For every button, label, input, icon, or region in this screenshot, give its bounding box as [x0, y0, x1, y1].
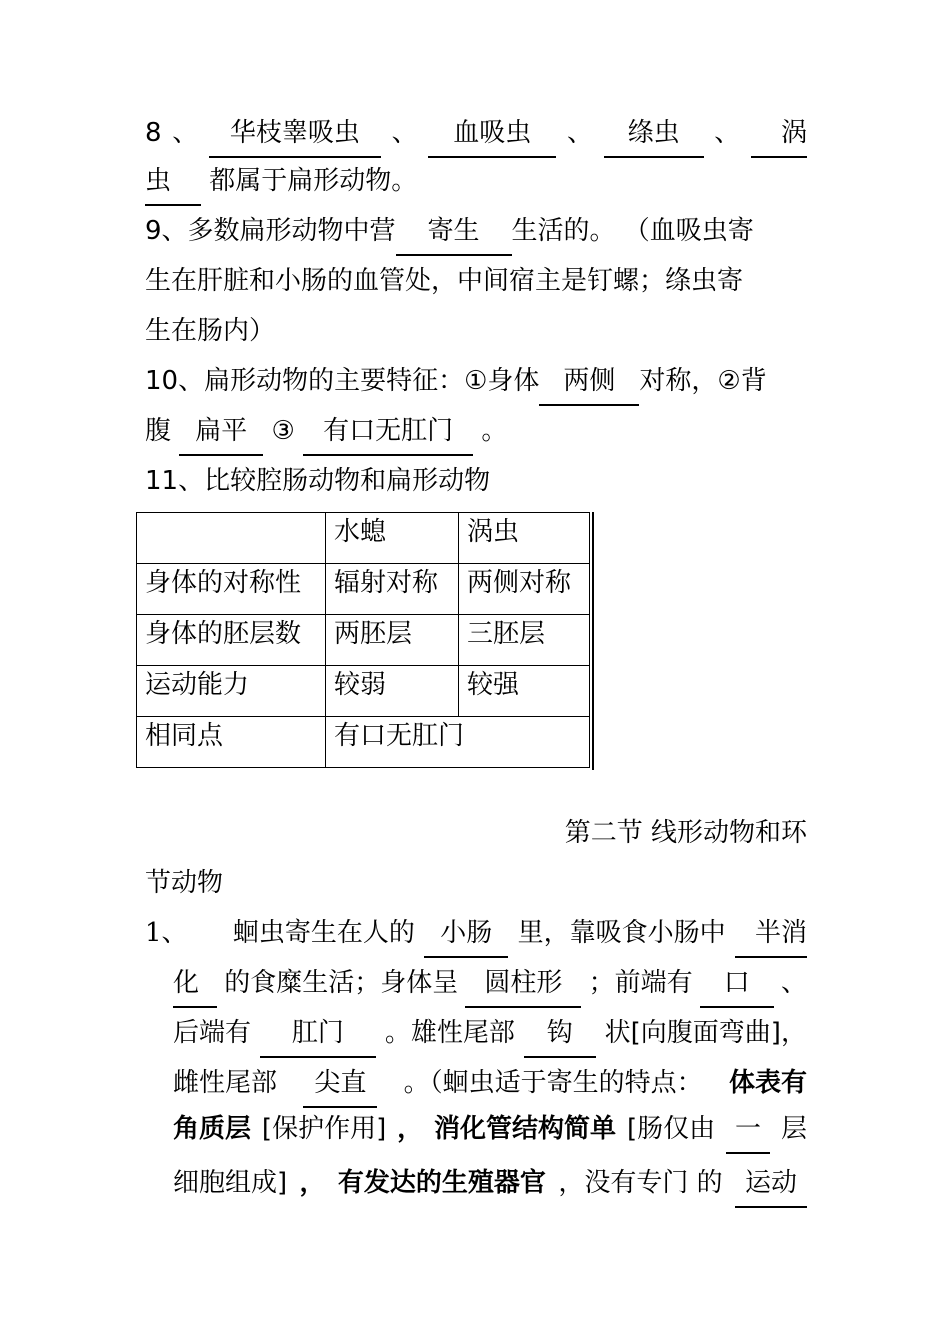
table-header-cell: 水螅	[326, 513, 459, 564]
table-row-same	[137, 717, 590, 768]
s2q1-comma-2: ，	[299, 1168, 326, 1198]
q8-answer-4b: 虫	[145, 164, 201, 206]
q8-sep-3: 、	[566, 118, 593, 148]
s2q1-text-15: ，没有专门 的	[558, 1168, 723, 1198]
q8-answer-1: 华枝睾吸虫	[209, 116, 381, 158]
q8-line-2	[145, 164, 807, 206]
q8-answer-4a: 涡	[751, 116, 807, 158]
q10-answer-2: 扁平	[179, 414, 263, 456]
table-cell: 三胚层	[459, 615, 590, 666]
q9-rest: 生活的。 （血吸虫寄	[511, 216, 754, 246]
table-cell: 较强	[459, 666, 590, 717]
q9-line-1	[145, 214, 807, 256]
table-cell: 两胚层	[326, 615, 459, 666]
s2q1-blank-3: 圆柱形	[465, 966, 581, 1008]
q10-line-2	[145, 414, 807, 456]
q9-line-3: 生在肠内）	[145, 316, 276, 346]
s2q1-text-12: [肠仅由	[626, 1114, 716, 1144]
s2q1-blank-7: 尖直	[303, 1066, 377, 1108]
q9-answer: 寄生	[396, 214, 512, 256]
s2q1-line-5	[173, 1112, 807, 1154]
q10-line-1	[145, 364, 807, 406]
q11-title: 11、比较腔肠动物和扁形动物	[145, 466, 491, 496]
q10-end: 。	[481, 416, 508, 446]
s2q1-blank-2a: 半消	[735, 916, 807, 958]
q10-line2-prefix: 腹	[145, 416, 172, 446]
q8-sep-4: 、	[714, 118, 741, 148]
s2q1-text-3: 的食糜生活；身体呈	[224, 968, 459, 998]
s2q1-text-1: 蛔虫寄生在人的	[232, 918, 415, 948]
s2q1-comma-1: ，	[397, 1114, 424, 1144]
s2q1-text-14: 细胞组成]	[173, 1168, 288, 1198]
table-cell: 较弱	[326, 666, 459, 717]
s2q1-bold-2: 角质层	[173, 1114, 252, 1144]
section-heading-part1: 第二节 线形动物和环	[564, 818, 807, 848]
s2q1-text-5: 、	[780, 968, 807, 998]
table-right-border	[592, 512, 594, 770]
q8-tail: 都属于扁形动物。	[209, 166, 418, 196]
q10-answer-3: 有口无肛门	[303, 414, 473, 456]
s2q1-number: 1、	[145, 918, 188, 948]
table-header-row	[137, 513, 590, 564]
s2q1-blank-8: 一	[726, 1112, 770, 1154]
s2q1-text-10: 。（蛔虫适于寄生的特点：	[403, 1068, 703, 1098]
q10-prefix: 10、扁形动物的主要特征：①身体	[145, 366, 540, 396]
table-cell: 辐射对称	[326, 564, 459, 615]
table-row	[137, 615, 590, 666]
table-cell: 身体的胚层数	[137, 615, 326, 666]
s2q1-bold-1: 体表有	[728, 1068, 807, 1098]
s2q1-blank-1: 小肠	[424, 916, 508, 958]
table-cell-same-label: 相同点	[137, 717, 326, 768]
table-cell-same-value: 有口无肛门	[326, 717, 590, 768]
q10-mid: 对称，②背	[639, 366, 767, 396]
q9-prefix: 9、多数扁形动物中营	[145, 216, 396, 246]
s2q1-bold-3: 消化管结构简单	[434, 1114, 617, 1144]
s2q1-blank-4: 口	[700, 966, 774, 1008]
s2q1-blank-9: 运动	[735, 1166, 807, 1208]
table-cell: 运动能力	[137, 666, 326, 717]
s2q1-text-7: 。雄性尾部	[384, 1018, 515, 1048]
s2q1-text-8: 状[向腹面弯曲]，	[604, 1018, 807, 1048]
s2q1-line-1	[145, 916, 807, 958]
s2q1-text-6: 后端有	[173, 1018, 252, 1048]
s2q1-bold-4: 有发达的生殖器官	[337, 1168, 546, 1198]
table-row	[137, 564, 590, 615]
q9-line-2: 生在肝脏和小肠的血管处，中间宿主是钉螺；绦虫寄	[145, 266, 744, 296]
s2q1-line-3	[173, 1016, 807, 1058]
table-cell: 身体的对称性	[137, 564, 326, 615]
s2q1-line-6	[173, 1166, 807, 1208]
s2q1-blank-5: 肛门	[260, 1016, 376, 1058]
s2q1-text-4: ；前端有	[588, 968, 693, 998]
table-header-cell: 涡虫	[459, 513, 590, 564]
q8-answer-3: 绦虫	[604, 116, 704, 158]
s2q1-blank-2b: 化	[173, 966, 217, 1008]
table-row	[137, 666, 590, 717]
q10-number-3: ③	[271, 416, 295, 446]
table-header-cell	[137, 513, 326, 564]
q8-sep-1: 、	[172, 118, 199, 148]
table-cell: 两侧对称	[459, 564, 590, 615]
s2q1-text-9: 雌性尾部	[173, 1068, 278, 1098]
s2q1-line-2	[173, 966, 807, 1008]
comparison-table	[136, 512, 590, 768]
q8-sep-2: 、	[391, 118, 418, 148]
s2q1-text-11: [保护作用]	[261, 1114, 387, 1144]
s2q1-text-13: 层	[780, 1114, 807, 1144]
s2q1-blank-6: 钩	[524, 1016, 596, 1058]
q8-line-1	[145, 116, 807, 158]
q8-answer-2: 血吸虫	[428, 116, 556, 158]
s2q1-line-4	[173, 1066, 807, 1108]
q10-answer-1: 两侧	[539, 364, 639, 406]
s2q1-text-2: 里，靠吸食小肠中	[517, 918, 726, 948]
section-heading-part2: 节动物	[145, 868, 224, 898]
q8-number: 8	[145, 118, 162, 148]
